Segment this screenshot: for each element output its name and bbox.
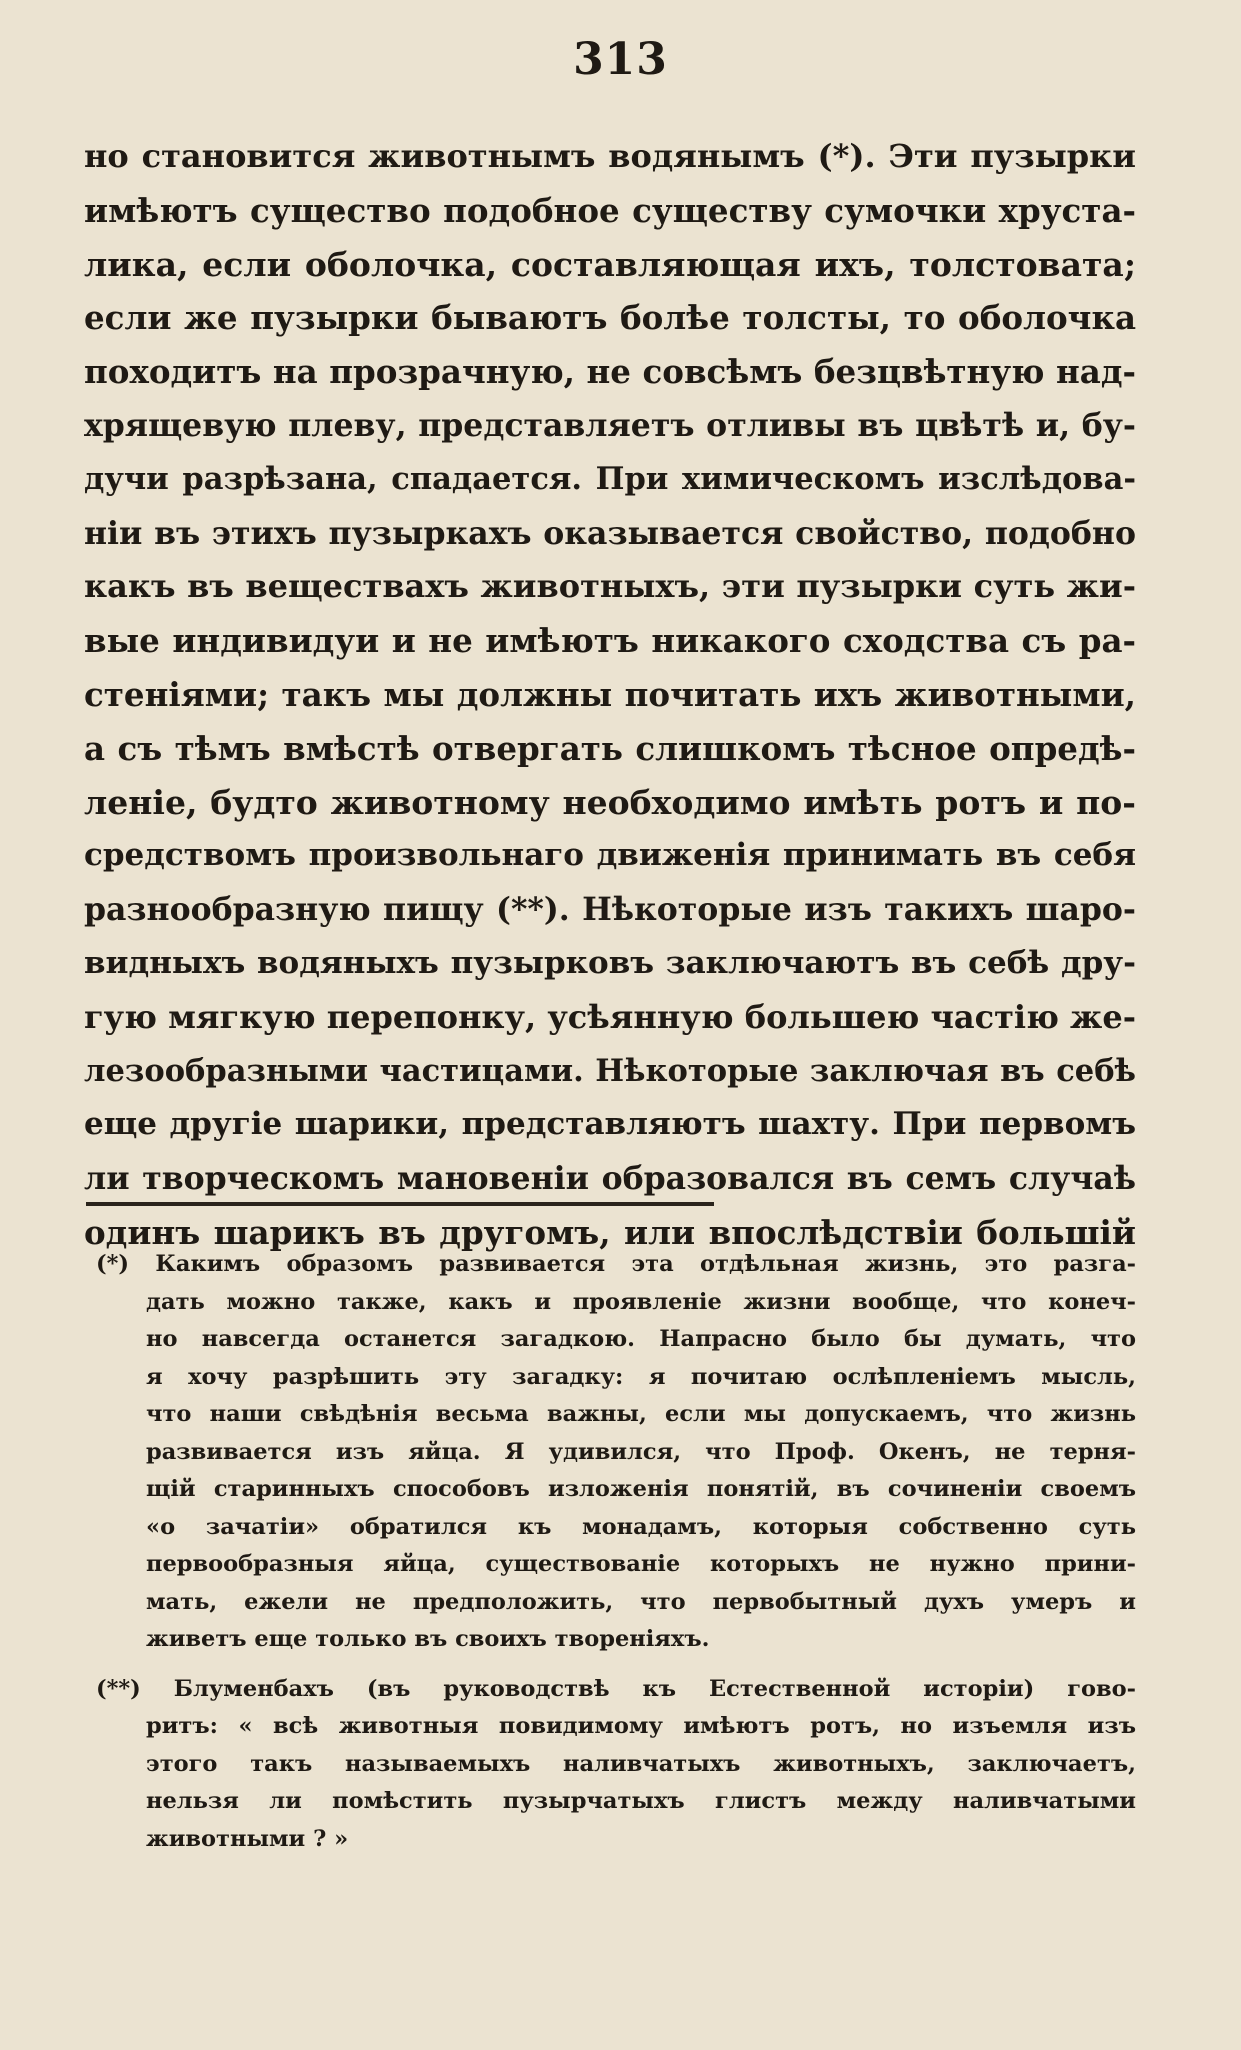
text-line: ли творческомъ мановеніи образовался въ семъ случаѣ — [84, 1160, 1136, 1198]
text-line: лика, если оболочка, составляющая ихъ, толстовата; — [84, 244, 1136, 284]
text-line: гую мягкую перепонку, усѣянную большею частію же- — [84, 997, 1136, 1036]
page-number: 313 — [573, 34, 668, 85]
text-line: дучи разрѣзана, спадается. При химическомъ изслѣдова- — [84, 460, 1136, 497]
footnote-line: первообразныя яйца, существованіе которыхъ не нужно прини- — [146, 1551, 1136, 1577]
text-line: еще другіе шарики, представляютъ шахту. При первомъ — [84, 1106, 1136, 1143]
text-line: если же пузырки бываютъ болѣе толсты, то оболочка — [84, 298, 1136, 338]
footnotes — [96, 1246, 1136, 1858]
footnote-gap — [96, 1659, 1136, 1671]
footnote-line: я хочу разрѣшить эту загадку: я почитаю ослѣпленіемъ мысль, — [146, 1363, 1136, 1390]
text-line: ніи въ этихъ пузыркахъ оказывается свойство, подобно — [84, 514, 1136, 552]
footnote-line: этого такъ называемыхъ наливчатыхъ животныхъ, заключаетъ, — [146, 1750, 1136, 1777]
footnote-line: (**) Блуменбахъ (въ руководствѣ къ Естественной исторіи) гово- — [96, 1675, 1136, 1702]
footnote-line: живетъ еще только въ своихъ твореніяхъ. — [146, 1626, 710, 1652]
text-line: но становится животнымъ водянымъ (*). Эти пузырки — [84, 137, 1136, 175]
main-text — [84, 130, 1136, 1260]
footnote-line: что наши свѣдѣнія весьма важны, если мы допускаемъ, что жизнь — [146, 1401, 1136, 1427]
footnote-line: (*) Какимъ образомъ развивается эта отдѣльная жизнь, это разга- — [96, 1251, 1136, 1277]
footnote-divider — [86, 1202, 714, 1206]
text-line: одинъ шарикъ въ другомъ, или впослѣдствіи большій — [84, 1212, 1136, 1252]
footnote-line: ритъ: « всѣ животныя повидимому имѣютъ ротъ, но изъемля изъ — [146, 1713, 1136, 1739]
text-line: а съ тѣмъ вмѣстѣ отвергать слишкомъ тѣсное опредѣ- — [84, 728, 1136, 768]
footnote-line: но навсегда останется загадкою. Напрасно было бы думать, что — [146, 1326, 1136, 1352]
text-line: лезообразными частицами. Нѣкоторые заключая въ себѣ — [84, 1052, 1136, 1089]
footnote-1 — [96, 1246, 1136, 1659]
footnote-line: щій старинныхъ способовъ изложенія понятій, въ сочиненіи своемъ — [146, 1476, 1136, 1502]
text-line: леніе, будто животному необходимо имѣть ротъ и по- — [84, 782, 1136, 822]
footnote-line: «о зачатіи» обратился къ монадамъ, которыя собственно суть — [146, 1513, 1136, 1540]
footnote-line: развивается изъ яйца. Я удивился, что Проф. Окенъ, не терня- — [146, 1438, 1136, 1465]
footnote-line: нельзя ли помѣстить пузырчатыхъ глистъ между наливчатыми — [146, 1788, 1136, 1814]
text-line: средствомъ произвольнаго движенія принимать въ себя — [84, 837, 1136, 874]
text-line: вые индивидуи и не имѣютъ никакого сходства съ ра- — [84, 621, 1136, 661]
text-line: видныхъ водяныхъ пузырковъ заключаютъ въ себѣ дру- — [84, 944, 1136, 981]
footnote-line: животными ? » — [146, 1825, 349, 1852]
text-line: какъ въ веществахъ животныхъ, эти пузырки суть жи- — [84, 567, 1136, 606]
footnote-line: дать можно также, какъ и проявленіе жизни вообще, что конеч- — [146, 1288, 1136, 1315]
text-line: походитъ на прозрачную, не совсѣмъ безцвѣтную над- — [84, 352, 1136, 392]
text-line: стеніями; такъ мы должны почитать ихъ животными, — [84, 674, 1136, 714]
text-line: разнообразную пищу (**). Нѣкоторые изъ такихъ шаро- — [84, 891, 1136, 929]
text-line: хрящевую плеву, представляетъ отливы въ цвѣтѣ и, бу- — [84, 406, 1136, 444]
text-line: имѣютъ существо подобное существу сумочки хруста- — [84, 190, 1136, 230]
footnote-2 — [96, 1671, 1136, 1859]
footnote-line: мать, ежели не предположить, что первобытный духъ умеръ и — [146, 1588, 1136, 1615]
